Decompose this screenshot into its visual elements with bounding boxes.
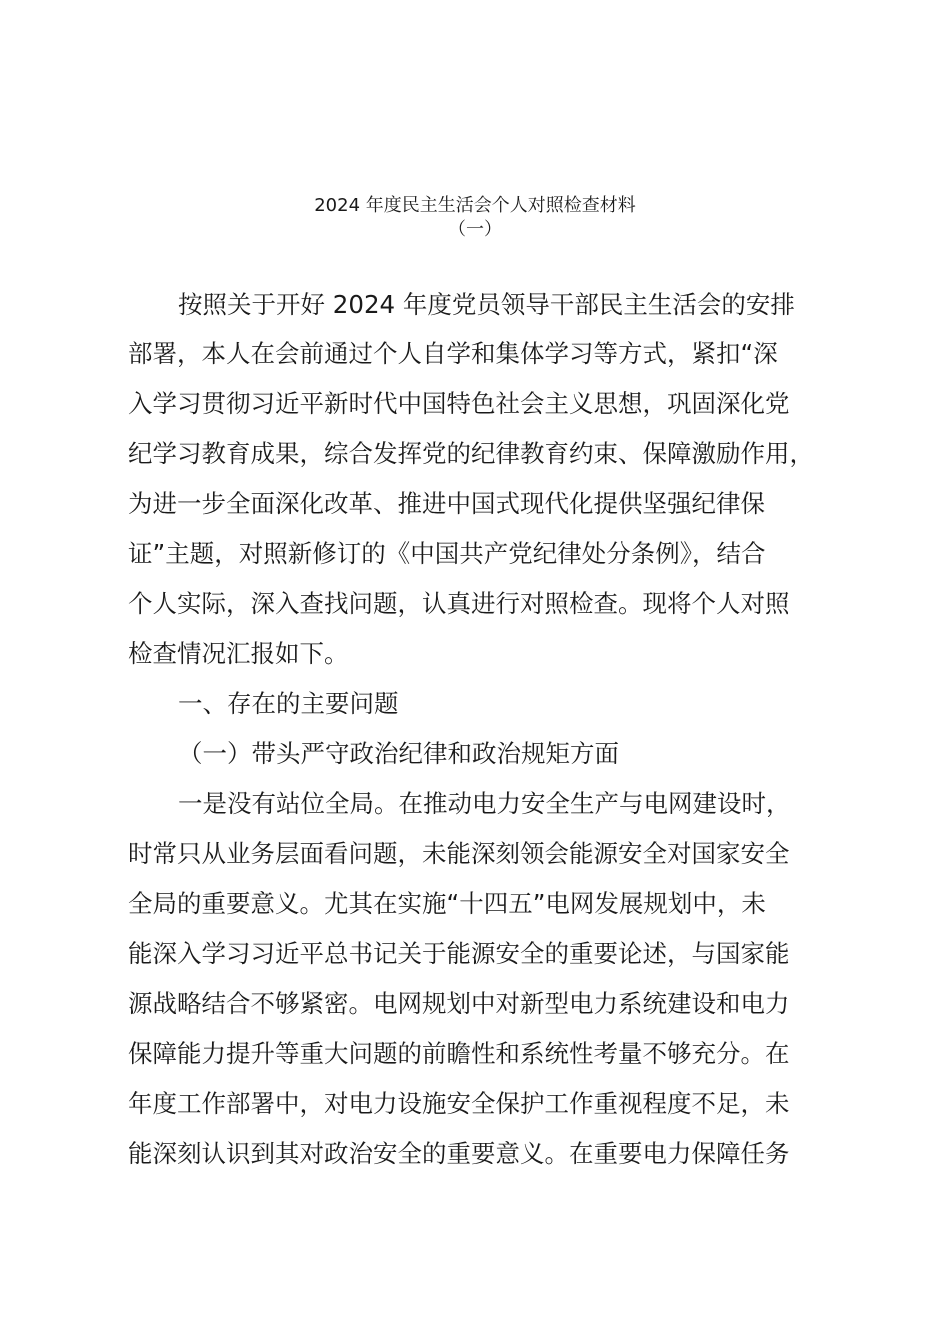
body-line: 按照关于开好 2024 年度党员领导干部民主生活会的安排 bbox=[178, 290, 795, 319]
body-line: 能深入学习习近平总书记关于能源安全的重要论述，与国家能 bbox=[128, 939, 790, 968]
body-line: 年度工作部署中，对电力设施安全保护工作重视程度不足，未 bbox=[128, 1089, 790, 1118]
body-line: 纪学习教育成果，综合发挥党的纪律教育约束、保障激励作用， bbox=[128, 439, 814, 468]
body-line: 为进一步全面深化改革、推进中国式现代化提供坚强纪律保 bbox=[128, 489, 765, 518]
document-title: 2024 年度民主生活会个人对照检查材料 bbox=[314, 195, 636, 216]
body-line: 保障能力提升等重大问题的前瞻性和系统性考量不够充分。在 bbox=[128, 1039, 790, 1068]
body-line: 证”主题，对照新修订的《中国共产党纪律处分条例》，结合 bbox=[128, 539, 766, 568]
body-line: 入学习贯彻习近平新时代中国特色社会主义思想，巩固深化党 bbox=[128, 389, 790, 418]
body-line: 能深刻认识到其对政治安全的重要意义。在重要电力保障任务 bbox=[128, 1139, 790, 1168]
subsection-heading: （一）带头严守政治纪律和政治规矩方面 bbox=[178, 739, 619, 768]
body-line: 时常只从业务层面看问题，未能深刻领会能源安全对国家安全 bbox=[128, 839, 790, 868]
body-line: 部署，本人在会前通过个人自学和集体学习等方式，紧扣“深 bbox=[128, 339, 778, 368]
body-line: 全局的重要意义。尤其在实施“十四五”电网发展规划中，未 bbox=[128, 889, 766, 918]
section-heading: 一、存在的主要问题 bbox=[178, 689, 399, 718]
body-line: 个人实际，深入查找问题，认真进行对照检查。现将个人对照 bbox=[128, 589, 790, 618]
body-line: 一是没有站位全局。在推动电力安全生产与电网建设时， bbox=[178, 789, 791, 818]
document-title-sequence: （一） bbox=[448, 219, 502, 240]
body-line: 检查情况汇报如下。 bbox=[128, 639, 349, 668]
body-line: 源战略结合不够紧密。电网规划中对新型电力系统建设和电力 bbox=[128, 989, 790, 1018]
